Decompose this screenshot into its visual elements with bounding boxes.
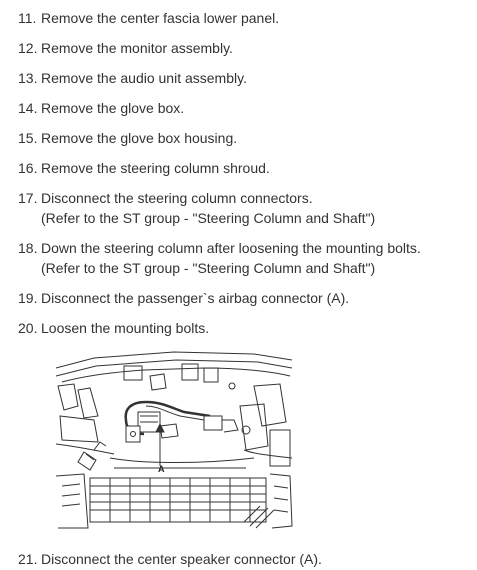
- step-text: Remove the audio unit assembly.: [41, 70, 247, 86]
- step-19: [18, 288, 349, 308]
- step-number: 13.: [18, 70, 38, 86]
- step-text: Remove the monitor assembly.: [41, 40, 233, 56]
- step-text: Down the steering column after loosening the mounting bolts.: [41, 240, 421, 256]
- step-number: 20.: [18, 320, 38, 336]
- line-drawing: [54, 346, 294, 530]
- step-18: [18, 238, 421, 258]
- step-17-reference: (Refer to the ST group - "Steering Column and Shaft"): [41, 210, 376, 226]
- step-text: Remove the center fascia lower panel.: [41, 10, 280, 26]
- step-12: [18, 38, 233, 58]
- step-number: 14.: [18, 100, 38, 116]
- airbag-connector-diagram: [54, 346, 294, 530]
- step-number: 11.: [18, 10, 37, 26]
- step-number: 17.: [18, 190, 38, 206]
- step-text: Disconnect the passenger`s airbag connector (A).: [41, 290, 350, 306]
- step-20: [18, 318, 209, 338]
- step-17: [18, 188, 313, 208]
- step-18-reference: (Refer to the ST group - "Steering Column and Shaft"): [41, 260, 376, 276]
- step-text: Remove the glove box housing.: [41, 130, 238, 146]
- step-number: 19.: [18, 290, 38, 306]
- step-number: 18.: [18, 240, 38, 256]
- step-15: [18, 128, 237, 148]
- step-text: Remove the glove box.: [41, 100, 185, 116]
- step-text: Disconnect the center speaker connector (A).: [41, 551, 322, 567]
- step-number: 16.: [18, 160, 38, 176]
- step-text: Disconnect the steering column connectors.: [41, 190, 313, 206]
- step-14: [18, 98, 184, 118]
- callout-label-a: A: [158, 464, 165, 474]
- step-13: [18, 68, 247, 88]
- step-number: 12.: [18, 40, 38, 56]
- step-text: Loosen the mounting bolts.: [41, 320, 210, 336]
- step-number: 21.: [18, 551, 38, 567]
- step-11: [18, 8, 279, 28]
- step-text: Remove the steering column shroud.: [41, 160, 270, 176]
- step-16: [18, 158, 270, 178]
- step-21: [18, 549, 322, 569]
- step-number: 15.: [18, 130, 38, 146]
